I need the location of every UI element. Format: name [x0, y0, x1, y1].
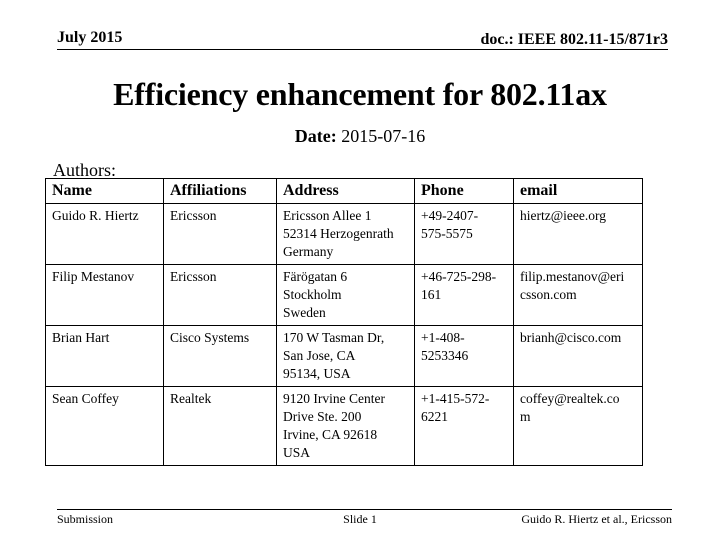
header-date: July 2015	[57, 29, 123, 46]
address-cell	[277, 387, 415, 466]
footer-divider	[57, 509, 672, 510]
authors-table-body	[46, 204, 643, 466]
address-cell-line: Germany	[283, 244, 334, 259]
name-cell: Brian Hart	[46, 326, 164, 387]
name-cell: Guido R. Hiertz	[46, 204, 164, 265]
email-cell-line: brianh@cisco.com	[520, 330, 622, 345]
email-cell-line: csson.com	[520, 287, 577, 302]
authors-label: Authors:	[53, 160, 116, 180]
table-row	[46, 387, 643, 466]
table-row	[46, 265, 643, 326]
column-header-phone: Phone	[415, 179, 514, 204]
phone-cell-line: 6221	[421, 409, 448, 424]
affiliation-cell: Realtek	[164, 387, 277, 466]
column-header-address: Address	[277, 179, 415, 204]
address-cell-line: 95134, USA	[283, 366, 351, 381]
date-value: 2015-07-16	[341, 126, 426, 146]
phone-cell-line: +1-415-572-	[421, 391, 490, 406]
phone-cell-line: 5253346	[421, 348, 469, 363]
phone-cell	[415, 326, 514, 387]
affiliation-cell: Ericsson	[164, 265, 277, 326]
email-cell	[514, 326, 643, 387]
address-cell	[277, 326, 415, 387]
phone-cell-line: +46-725-298-	[421, 269, 497, 284]
address-cell-line: Färögatan 6	[283, 269, 348, 284]
phone-cell-line: +1-408-	[421, 330, 465, 345]
table-header-row	[46, 179, 643, 204]
address-cell-line: Ericsson Allee 1	[283, 208, 372, 223]
authors-table	[45, 178, 643, 466]
footer-author: Guido R. Hiertz et al., Ericsson	[521, 512, 672, 526]
address-cell-line: 9120 Irvine Center	[283, 391, 385, 406]
column-header-affiliations: Affiliations	[164, 179, 277, 204]
email-cell-line: m	[520, 409, 531, 424]
column-header-name: Name	[46, 179, 164, 204]
phone-cell	[415, 387, 514, 466]
address-cell-line: San Jose, CA	[283, 348, 356, 363]
address-cell-line: Drive Ste. 200	[283, 409, 362, 424]
name-cell: Sean Coffey	[46, 387, 164, 466]
phone-cell	[415, 204, 514, 265]
date-line	[0, 126, 720, 147]
date-label: Date:	[294, 126, 337, 146]
address-cell-line: 52314 Herzogenrath	[283, 226, 394, 241]
address-cell-line: 170 W Tasman Dr,	[283, 330, 385, 345]
address-cell	[277, 265, 415, 326]
address-cell-line: Irvine, CA 92618	[283, 427, 378, 442]
table-row	[46, 204, 643, 265]
email-cell-line: filip.mestanov@eri	[520, 269, 625, 284]
slide-number: Slide 1	[343, 512, 377, 526]
email-cell-line: hiertz@ieee.org	[520, 208, 607, 223]
phone-cell-line: 161	[421, 287, 442, 302]
address-cell-line: Stockholm	[283, 287, 342, 302]
phone-cell-line: +49-2407-	[421, 208, 479, 223]
header-doc-id: doc.: IEEE 802.11-15/871r3	[480, 31, 668, 48]
address-cell-line: USA	[283, 445, 311, 460]
affiliation-cell: Ericsson	[164, 204, 277, 265]
header-divider	[57, 49, 668, 50]
email-cell	[514, 204, 643, 265]
email-cell	[514, 387, 643, 466]
affiliation-cell: Cisco Systems	[164, 326, 277, 387]
address-cell	[277, 204, 415, 265]
address-cell-line: Sweden	[283, 305, 326, 320]
slide-title: Efficiency enhancement for 802.11ax	[113, 76, 607, 112]
column-header-email: email	[514, 179, 643, 204]
email-cell	[514, 265, 643, 326]
footer-submission: Submission	[57, 512, 114, 526]
name-cell: Filip Mestanov	[46, 265, 164, 326]
email-cell-line: coffey@realtek.co	[520, 391, 620, 406]
phone-cell-line: 575-5575	[421, 226, 473, 241]
phone-cell	[415, 265, 514, 326]
table-row	[46, 326, 643, 387]
